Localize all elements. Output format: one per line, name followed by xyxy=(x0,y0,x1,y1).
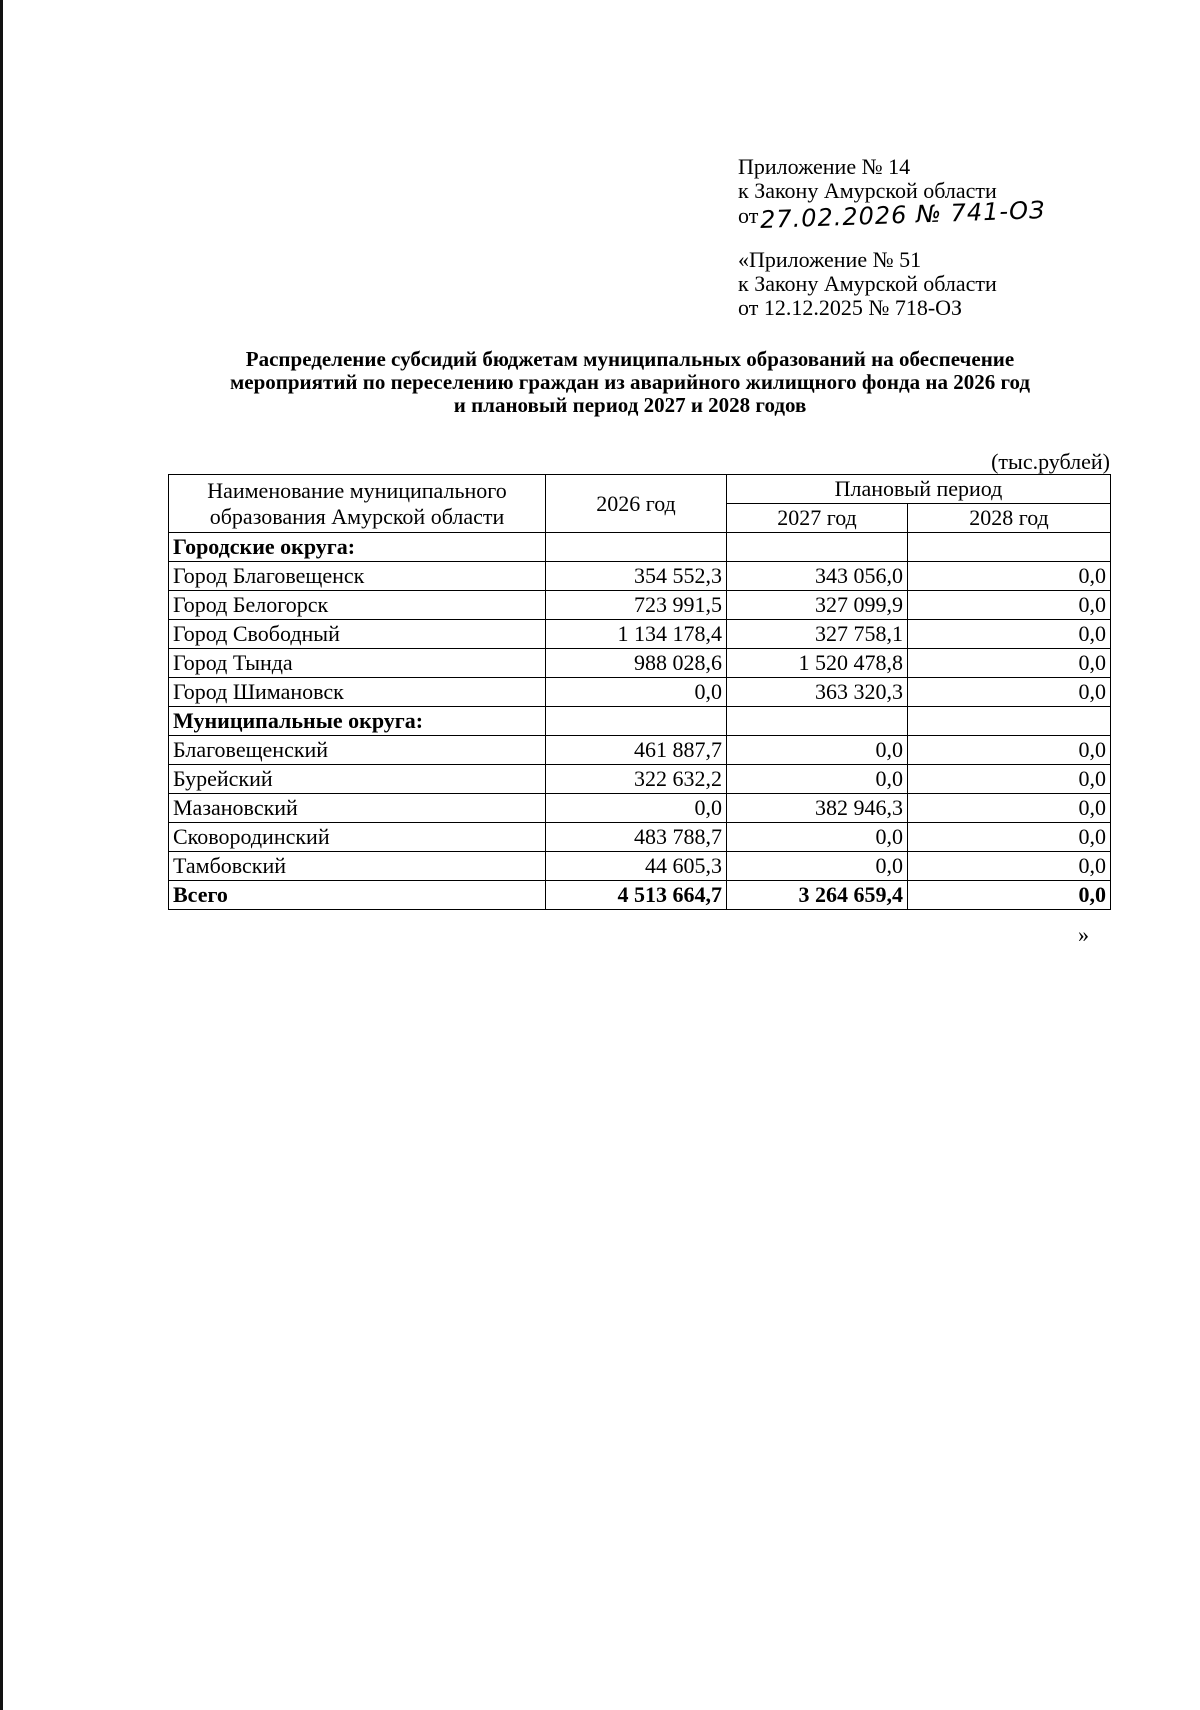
header-name: Наименование муниципального образования Амурской области xyxy=(169,475,546,533)
table-row xyxy=(169,649,1111,678)
value-2028: 0,0 xyxy=(908,823,1111,852)
value-2027: 382 946,3 xyxy=(727,794,908,823)
municipality-name: Тамбовский xyxy=(169,852,546,881)
closing-quote: » xyxy=(1078,922,1089,947)
table-row xyxy=(169,794,1111,823)
total-2028: 0,0 xyxy=(908,881,1111,910)
section-row-municipal xyxy=(169,707,1111,736)
value-2026: 461 887,7 xyxy=(546,736,727,765)
value-2027: 363 320,3 xyxy=(727,678,908,707)
municipality-name: Город Свободный xyxy=(169,620,546,649)
total-2026: 4 513 664,7 xyxy=(546,881,727,910)
title-line-3: и плановый период 2027 и 2028 годов xyxy=(453,393,807,417)
document-title xyxy=(150,348,1110,417)
municipality-name: Сковородинский xyxy=(169,823,546,852)
header-2027: 2027 год xyxy=(727,504,908,533)
table-row xyxy=(169,736,1111,765)
amended-appendix-law: к Закону Амурской области xyxy=(738,271,997,296)
table-row xyxy=(169,678,1111,707)
value-2027: 0,0 xyxy=(727,823,908,852)
total-row xyxy=(169,881,1111,910)
table-row xyxy=(169,852,1111,881)
header-2026: 2026 год xyxy=(546,475,727,533)
value-2027: 0,0 xyxy=(727,765,908,794)
value-2026: 354 552,3 xyxy=(546,562,727,591)
value-2026: 44 605,3 xyxy=(546,852,727,881)
appendix-number: Приложение № 14 xyxy=(738,154,911,179)
header-planning-period: Плановый период xyxy=(727,475,1111,504)
municipality-name: Город Белогорск xyxy=(169,591,546,620)
value-2028: 0,0 xyxy=(908,562,1111,591)
appendix-reference xyxy=(738,154,1047,234)
appendix-date-prefix: от xyxy=(738,203,759,228)
value-2026: 723 991,5 xyxy=(546,591,727,620)
value-2027: 1 520 478,8 xyxy=(727,649,908,678)
value-2027: 0,0 xyxy=(727,736,908,765)
value-2027: 0,0 xyxy=(727,852,908,881)
value-2027: 327 099,9 xyxy=(727,591,908,620)
value-2028: 0,0 xyxy=(908,591,1111,620)
subsidy-table xyxy=(168,474,1111,910)
value-2028: 0,0 xyxy=(908,649,1111,678)
value-2028: 0,0 xyxy=(908,678,1111,707)
value-2026: 322 632,2 xyxy=(546,765,727,794)
value-2028: 0,0 xyxy=(908,736,1111,765)
value-2028: 0,0 xyxy=(908,852,1111,881)
value-2027: 327 758,1 xyxy=(727,620,908,649)
table-row xyxy=(169,765,1111,794)
section-row-urban xyxy=(169,533,1111,562)
municipality-name: Город Благовещенск xyxy=(169,562,546,591)
value-2028: 0,0 xyxy=(908,794,1111,823)
amended-appendix-date: от 12.12.2025 № 718-ОЗ xyxy=(738,295,963,320)
value-2026: 1 134 178,4 xyxy=(546,620,727,649)
municipality-name: Мазановский xyxy=(169,794,546,823)
appendix-date-line xyxy=(738,196,1047,234)
value-2028: 0,0 xyxy=(908,765,1111,794)
value-2027: 343 056,0 xyxy=(727,562,908,591)
value-2026: 0,0 xyxy=(546,678,727,707)
section-title: Городские округа: xyxy=(169,533,546,562)
value-2026: 483 788,7 xyxy=(546,823,727,852)
amended-appendix-reference xyxy=(738,248,997,320)
municipality-name: Город Шимановск xyxy=(169,678,546,707)
table-row xyxy=(169,823,1111,852)
handwritten-date-number: 27.02.2026 № 741-ОЗ xyxy=(759,196,1047,234)
municipality-name: Благовещенский xyxy=(169,736,546,765)
table-row xyxy=(169,591,1111,620)
header-2028: 2028 год xyxy=(908,504,1111,533)
table-row xyxy=(169,562,1111,591)
units-label: (тыс.рублей) xyxy=(991,449,1110,474)
title-line-2: мероприятий по переселению граждан из аварийного жилищного фонда на 2026 год xyxy=(229,370,1031,394)
table-row xyxy=(169,620,1111,649)
municipality-name: Город Тында xyxy=(169,649,546,678)
municipality-name: Бурейский xyxy=(169,765,546,794)
appendix-law: к Закону Амурской области xyxy=(738,178,997,203)
value-2026: 0,0 xyxy=(546,794,727,823)
value-2028: 0,0 xyxy=(908,620,1111,649)
section-title: Муниципальные округа: xyxy=(169,707,546,736)
value-2026: 988 028,6 xyxy=(546,649,727,678)
title-line-1: Распределение субсидий бюджетам муниципальных образований на обеспечение xyxy=(245,347,1015,371)
amended-appendix-number: «Приложение № 51 xyxy=(738,247,922,272)
total-2027: 3 264 659,4 xyxy=(727,881,908,910)
total-label: Всего xyxy=(169,881,546,910)
